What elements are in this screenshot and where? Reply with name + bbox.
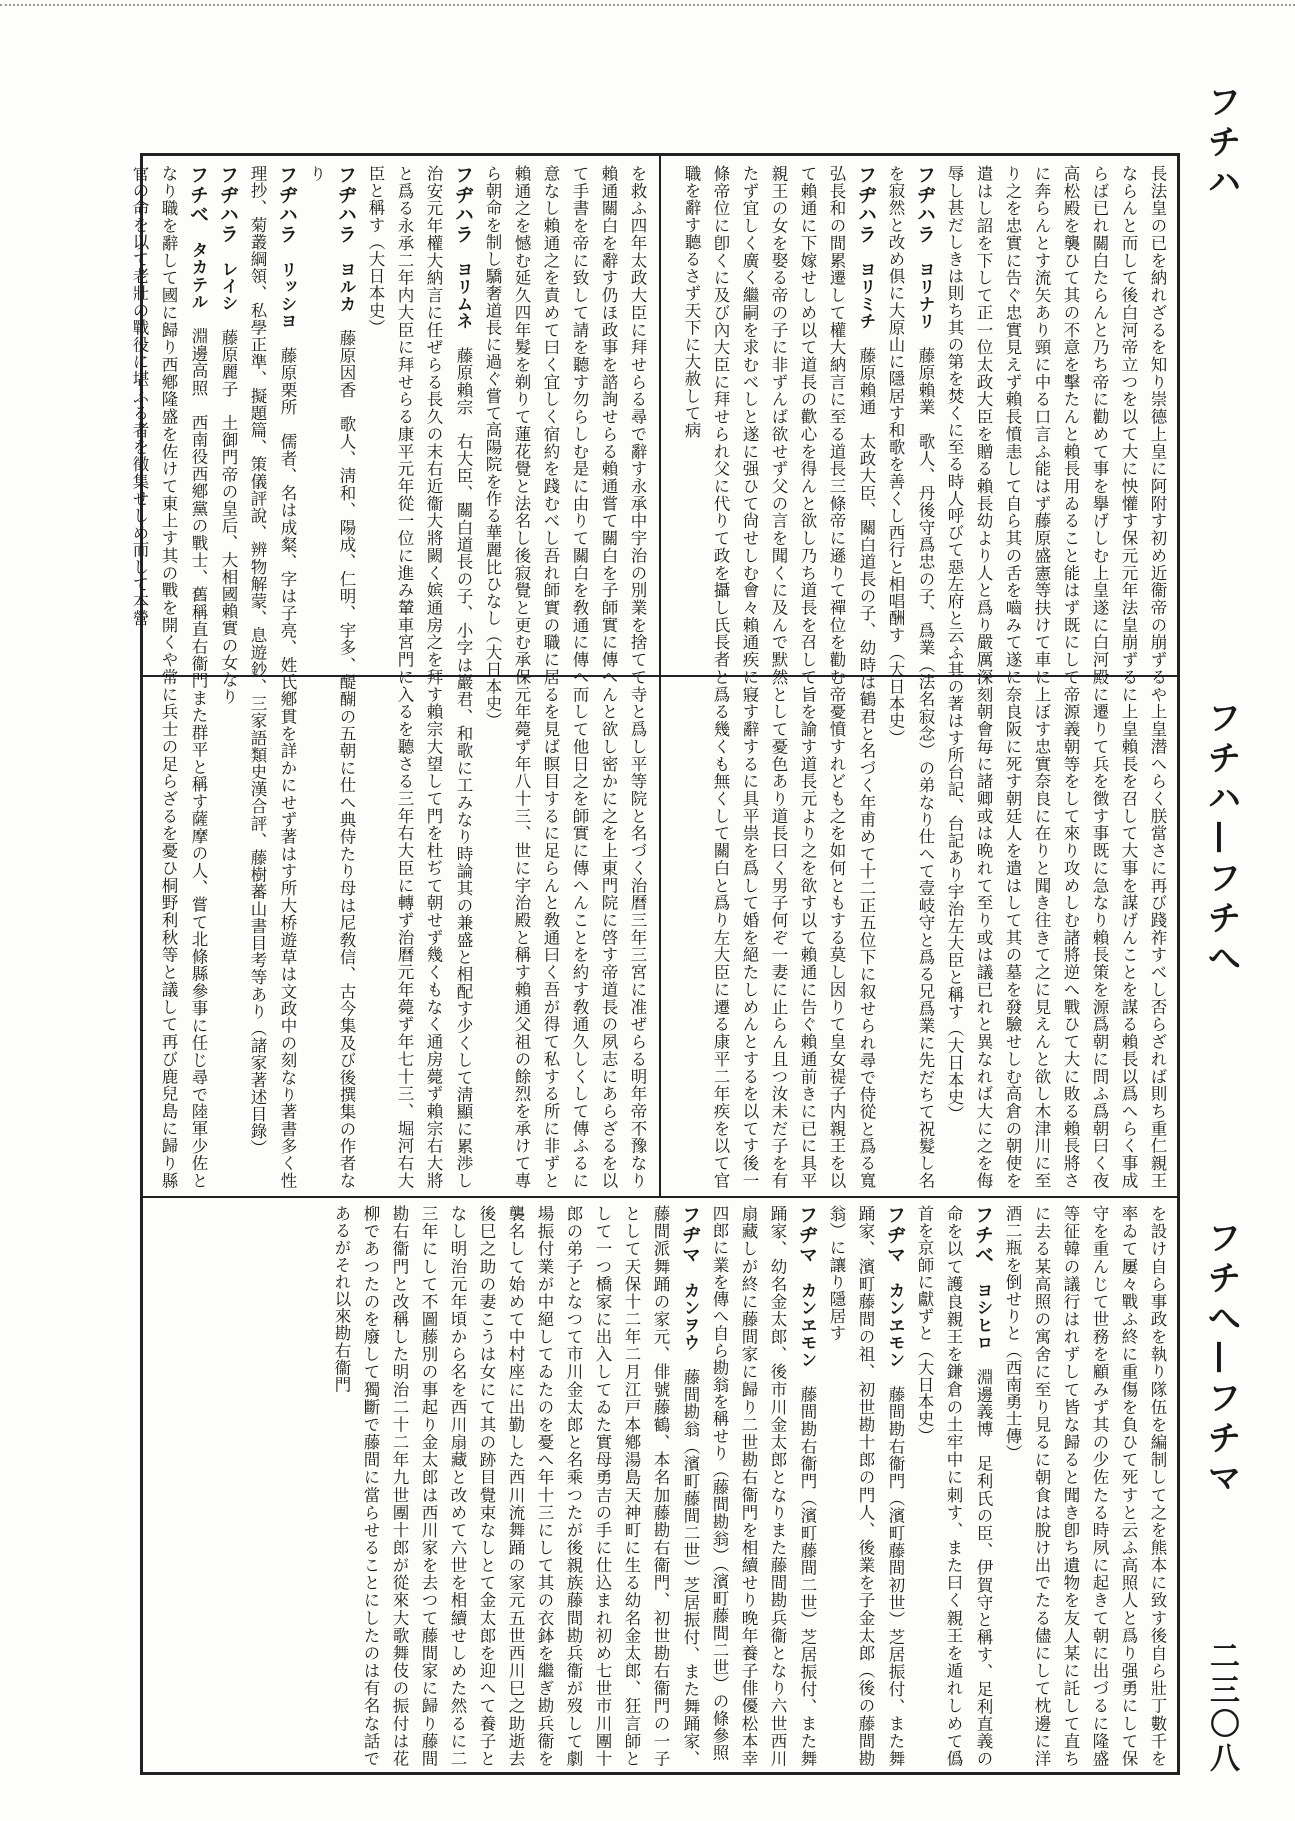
running-header-left: フチへ—フチマ xyxy=(1201,1220,1241,1500)
tier-divider-lower xyxy=(143,1196,1177,1198)
entry-paragraph xyxy=(881,165,940,1189)
entry-paragraph xyxy=(677,165,881,1189)
entry-reading: リッシヨ xyxy=(278,260,297,330)
entry-reading: カンヲウ xyxy=(681,1281,700,1352)
entry-heading: フヂハラ xyxy=(452,165,474,244)
entry-reading: タカテル xyxy=(189,241,208,311)
entry-text: 藤間勘右衞門（濱町藤間初世）芝居振付、また舞踊家、濱町藤間の祖、初世勘十郎の門人、後業を子金太郎（後の藤間勘翁）に讓り隱居す xyxy=(827,1205,905,1767)
entry-reading: レイシ xyxy=(219,260,238,312)
entry-text: 長法皇の已を納れざるを知り崇德上皇に阿附す初め近衞帝の崩ずるや上皇潜へらく朕當さに再び踐祚すべし否らざれば則ち重仁親王ならんと而して後白河帝立つを以て大に怏懽す保元元年法皇崩ずるに上皇賴長を召して大事を謀げんことを謀る賴長以爲へらく事成らば已れ關白たらんと乃ち帝に勸めて事を擧げしむ上皇遂に白河殿に遷りて兵を徴す事既に急なり賴長策を源爲朝に問ふ爲朝曰く夜高松殿を襲ひて其の不意を擊たんと賴長用ゐること能はず既にして帝源義朝等をして來り攻めしむ諸將逆へ戰ひて大に敗る賴長將さに奔らんとす流矢あり頸に中る口言ふ能はず藤原盛憲等扶けて車に上ぼす忠實奈良に在りと聞き往きて之に見えんと欲し木津川に至り之を忠實に告ぐ忠實見えず賴長憤恚して自ら其の舌を嚙みて遂に奈良阪に死す朝廷人を遣はして其の墓を發驗せしむ高倉の朝使を遣はし詔を下して正一位太政大臣を贈る賴長幼より人と爲り嚴厲深刻朝會毎に諸卿或は晩れて至り或は議已れと異なれば大に之を侮辱し甚だしきは則ち其の第を焚くに至る時人呼びて惡左府と云ふ其の著はす所台記、台記あり宇治左大臣と稱す（大日本史） xyxy=(945,165,1167,1189)
entry-heading: フチべ xyxy=(187,165,209,225)
entry-paragraph xyxy=(243,165,302,1189)
entry-paragraph xyxy=(213,165,243,1189)
entry-paragraph xyxy=(998,1205,1172,1767)
entry-paragraph xyxy=(478,165,652,1189)
entry-heading: フヂマ xyxy=(796,1205,818,1265)
entry-text: を救ふ四年太政大臣に拜せらる尋で辭す永承中宇治の別業を捨てて寺と爲し平等院と名づく治曆三年三宮に准ぜらる明年帝不豫なり賴通關白を辭す仍ほ政事を諮詢せらる賴通嘗て關白を子師實に傳へんと欲し密かに之を上東門院に啓す帝道長の夙志にあらざるを以て手書を帝に致して請を聽す勿らしむ是に由りて關白を敎通に傳へ而して他日之を師實に傳へんことを約す敎通久しくして傳ふるに意なし賴通之を責めて曰く宜しく宿約を踐むべし吾れ師實の職に居るを見ば瞑目するに足らんと敎通曰く吾が得て私する所に非ずと賴通之を憾む延久四年髮を剃りて蓮花覺と法名し後寂覺と更む承保元年薨ず年八十三、世に宇治殿と稱す賴通父祖の餘烈を承けて專ら朝命を制し驕奢道長に過ぐ嘗て高陽院を作る華麗比ひなし（大日本史） xyxy=(483,165,647,1189)
column-top-left xyxy=(130,165,652,1189)
entry-paragraph xyxy=(705,1205,822,1767)
entry-paragraph xyxy=(302,165,361,1189)
entry-text: 藤間勘翁（濱町藤間二世）芝居振付、また舞踊家、藤間派舞踊の家元、俳號藤鶴、本名加藤勘右衞門、初世勘右衞門の一子として天保十二年二月江戸本鄕湯島天神町に生る幼名金太郎、狂言師として一つ橋家に出入してゐた實母勇吉の手に仕込まれ初め七世市川團十郎の弟子となつて市川金太郎と名乘つたが後親族藤間勘兵衞が歿して劇場振付業が中絕してゐたのを憂へ年十三にして其の衣鉢を繼ぎ勘兵衞を襲名して始めて中村座に出勤した西川流舞踊の家元五世西川巳之助逝去後巳之助の妻こうは女にて其の跡目覺束なしとて金太郎を迎へて養子となし明治元年頃から名を西川扇藏と改めて六世を相續せしめた然るに二三年にして不圖藤別の事起り金太郎は西川家を去つて藤間家に歸り藤間勘右衞門と改稱した明治二十二年九世團十郎が從來大歌舞伎の振付は花柳であつたのを廢して獨斷で藤間に當らせることにしたのは有名な話であるがそれ以來勘右衞門 xyxy=(332,1205,700,1767)
entry-paragraph xyxy=(361,165,478,1189)
entry-text: 淵邊義博 足利氏の臣、伊賀守と稱す、足利直義の命を以て護良親王を鎌倉の土牢中に刺す、また曰く親王を遁れしめて僞首を京師に獻ずと（大日本史） xyxy=(915,1205,993,1767)
entry-paragraph xyxy=(125,165,213,1189)
entry-reading: ヨシヒロ xyxy=(974,1281,993,1352)
entry-heading: フヂハラ xyxy=(914,165,936,244)
entry-reading: ヨルカ xyxy=(337,260,356,313)
entry-reading: ヨリミチ xyxy=(857,260,876,330)
text-column xyxy=(150,1205,1172,1767)
running-header-center: フチハ—フチへ xyxy=(1201,700,1241,980)
entry-heading: フヂマ xyxy=(884,1205,906,1265)
entry-text: 藤原賴通 太政大臣、關白道長の子、幼時は鶴君と名づく年甫めて十二正五位下に叙せられ尋で侍從と爲る寬弘長和の間累遷して權大納言に至る道長三條帝に遜りて禪位を勸む帝憂憤すれども之を如何ともする莫し因りて皇女禔子内親王を以て賴通に下嫁せしめ以て道長の歡心を得んと欲し乃ち道長を召して旨を諭す道長元より之を欲す以て賴通に告ぐ賴通前きに已に具平親王の女を娶る帝の子に非ずんば欲せず父の言を聞くに及んで默然として憂色あり道長曰く男子何ぞ一妻に止らん且つ汝未だ子を有たず宜しく廣く繼嗣を求むべしと遂に强ひて尙せしむ會々賴通疾に寢す辭するに具平祟を爲して婚を絕たしめんとするを以てす後一條帝位に卽くに及び內大臣に拜せられ父に代りて政を攝し氏長者と爲る幾くも無くして關白と爲り左大臣に遷る康平二年疾を以て官職を辭す聽るさず天下に大赦して病 xyxy=(682,165,876,1189)
entry-reading: カンヱモン xyxy=(886,1281,905,1369)
entry-heading: フチべ xyxy=(972,1205,994,1265)
entry-text: 藤原栗所 儒者、名は成粲、字は子亮、姓氏鄕貫を詳かにせず著はす所大桥遊草は文政中の刻なり著書多く性理抄、菊叢綱領、私學正準、擬題篇、策儀評說、辨物解蒙、息遊鈔、三家語類史漢合評、藤樹蕃山書目考等あり（諸家著述目錄） xyxy=(248,165,297,1189)
text-column xyxy=(667,165,1172,1189)
column-top-right xyxy=(667,165,1172,1189)
entry-text: 藤原因香 歌人、淸和、陽成、仁明、宇多、醍醐の五朝に仕へ典侍たり母は尼敎信、古今集及び後撰集の作者なり xyxy=(307,165,356,1189)
page-number: 二三〇八 xyxy=(1204,1640,1239,1776)
column-bottom xyxy=(150,1205,1172,1767)
entry-paragraph xyxy=(327,1205,705,1767)
entry-text: 藤原賴業 歌人、丹後守爲忠の子、爲業（法名寂念）の弟なり仕へて壹岐守と爲る兄爲業に先だちて祝髮し名を寂然と改め俱に大原山に隱居す和歌を善くし西行と相唱酬す（大日本史） xyxy=(886,165,935,1189)
entry-paragraph xyxy=(822,1205,910,1767)
entry-text: 淵邊高照 西南役西鄕黨の戰士、舊稱直右衞門また群平と稱す薩摩の人、嘗て北條縣參事に任じ尋で陸軍少佐となり職を辭して國に歸り西鄕隆盛を佐けて東上す其の戰を開くや常に兵士の足らざるを憂ひ桐野利秋等と議して再び鹿兒島に歸り縣官の命を以て老壯の戰役に堪ふる者を徵集せしめ而して本營 xyxy=(130,165,208,1189)
entry-text: 藤原賴宗 右大臣、關白道長の子、小字は巖君、和歌に工みなり時論其の兼盛と相配す少くして淸顯に累渉し治安元年權大納言に任ぜらる長久の末右近衞大將闕く嫔通房之を拜す賴宗大望して門を杜ぢて朝せず幾くもなく通房薨ず賴宗右大將と爲る永承二年内大臣に拜せらる康平元年從一位に進み輦車宮門に入るを聽さる三年右大臣に轉ず治曆元年薨ず年七十三、堀河右大臣と稱す（大日本史） xyxy=(366,165,473,1189)
entry-heading: フヂハラ xyxy=(335,165,357,244)
entry-heading: フヂハラ xyxy=(855,165,877,244)
entry-reading: カンヱモン xyxy=(798,1281,817,1369)
text-column xyxy=(130,165,652,1189)
column-divider xyxy=(659,156,661,1196)
top-dotted-line xyxy=(0,4,1295,6)
entry-heading: フヂハラ xyxy=(276,165,298,244)
running-header-right: フチハ xyxy=(1201,84,1241,204)
entry-paragraph xyxy=(910,1205,998,1767)
entry-heading: フヂハラ xyxy=(217,165,239,244)
entry-paragraph xyxy=(940,165,1172,1189)
entry-reading: ヨリムネ xyxy=(454,260,473,330)
entry-text: 藤原麗子 土御門帝の皇后、大相國賴實の女なり xyxy=(219,328,238,706)
entry-reading: ヨリナリ xyxy=(916,260,935,330)
entry-text: 藤間勘右衞門（濱町藤間二世）芝居振付、また舞踊家、幼名金太郎、後市川金太郎となりまた藤間勘兵衞となり六世西川扇藏しが終に藤間家に歸り二世勘右衞門を相續せり晚年養子俳優松本幸四郎に業を傳へ自ら勘翁を稱せり（藤間勘翁）（濱町藤間二世）の條參照 xyxy=(710,1205,817,1767)
entry-text: を設け自ら事政を執り隊伍を編制して之を熊本に致す後自ら壯丁數千を率ゐて屢々戰ふ終に重傷を負ひて死すと云ふ高照人と爲り强勇にして保守を重んじて世務を顧みず其の少佐たる時夙に起きて朝に出づるに隆盛等征韓の議行はれずして皆な歸ると聞き卽ち遺物を友人某に託して直ちに去る某高照の寓舍に至り見るに朝食は脫け出でたる儘にして枕邊に洋酒二瓶を倒せりと（西南勇士傳） xyxy=(1003,1205,1167,1767)
entry-heading: フヂマ xyxy=(679,1205,701,1265)
